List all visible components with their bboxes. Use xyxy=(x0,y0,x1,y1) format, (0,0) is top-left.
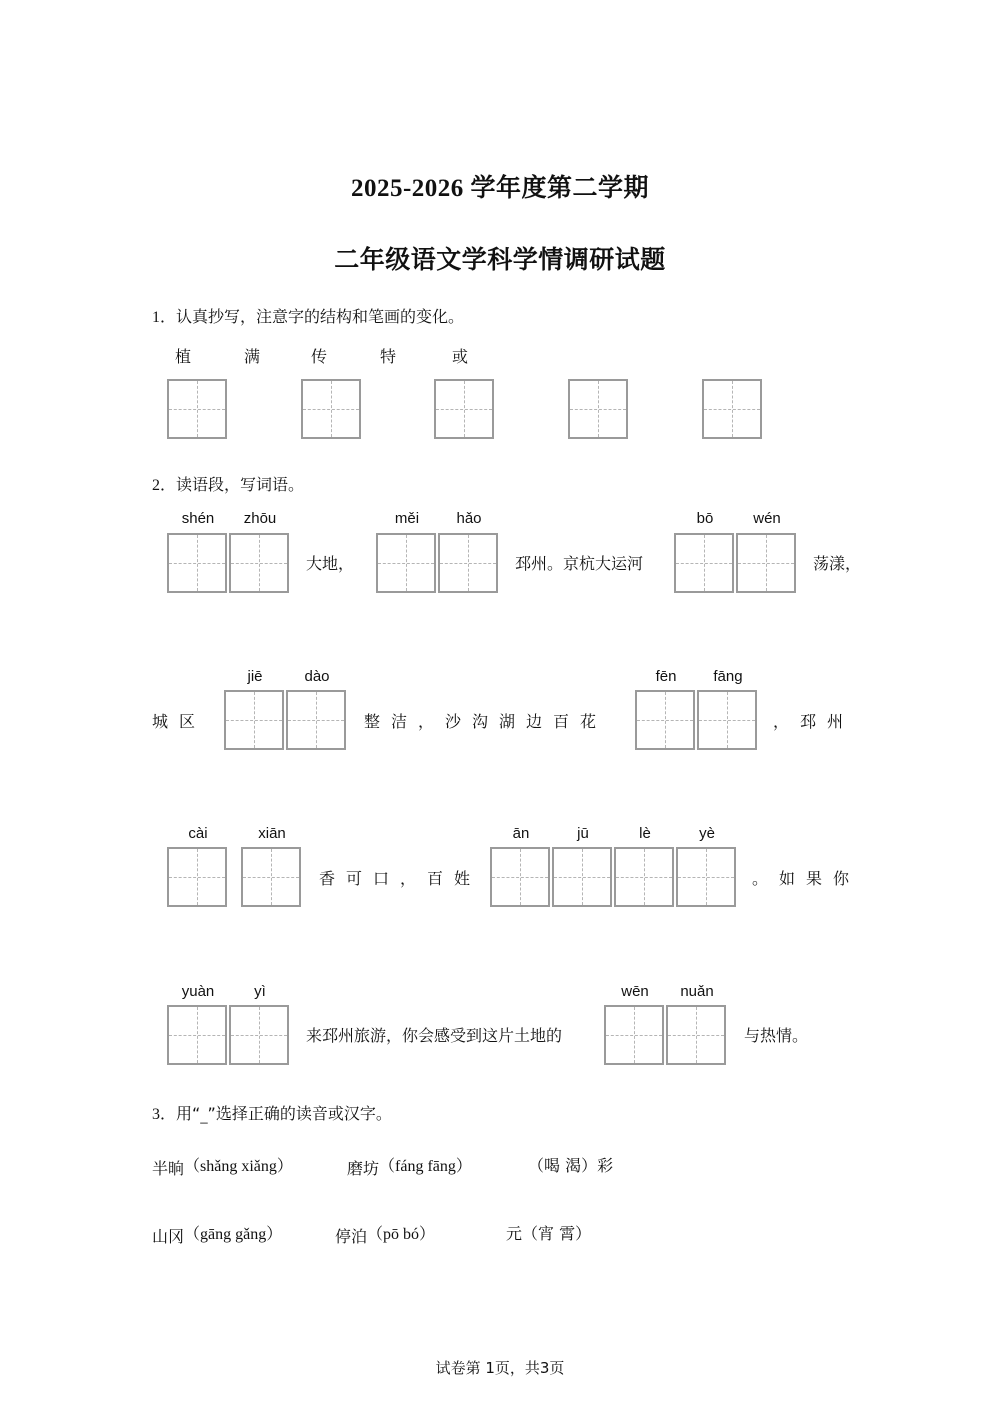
choice-item[interactable] xyxy=(506,1221,591,1244)
copy-char: 植 xyxy=(175,347,192,366)
exam-title-subject: 二年级语文学科学情调研试题 xyxy=(334,247,666,274)
writing-grid-box[interactable] xyxy=(167,379,227,439)
writing-grid-box[interactable] xyxy=(604,1005,664,1065)
pinyin-label: dào xyxy=(304,668,330,685)
writing-grid-box[interactable] xyxy=(224,690,284,750)
page-footer: 试卷第 1页，共3页 xyxy=(435,1359,565,1377)
pinyin-label: měi xyxy=(394,510,420,527)
copy-char: 满 xyxy=(244,347,261,366)
writing-grid-box[interactable] xyxy=(376,533,436,593)
pinyin-label: yè xyxy=(699,825,715,842)
exam-title-year: 2025-2026 学年度第二学期 xyxy=(350,175,650,202)
question-3-text-after: ”选择正确的读音或汉字。 xyxy=(207,1104,392,1123)
pinyin-label: yì xyxy=(254,983,266,1000)
passage-text: 来邳州旅游，你会感受到这片土地的 xyxy=(306,1026,563,1045)
writing-grid-box[interactable] xyxy=(301,379,361,439)
choice-word: 山冈 xyxy=(152,1227,185,1246)
passage-text: 大地， xyxy=(306,554,355,573)
writing-grid-box[interactable] xyxy=(286,690,346,750)
choice-options: （fáng fāng） xyxy=(379,1158,472,1175)
pinyin-label: hǎo xyxy=(456,510,482,527)
writing-grid-box[interactable] xyxy=(167,533,227,593)
writing-grid-box[interactable] xyxy=(614,847,674,907)
choice-options: （pō bó） xyxy=(367,1226,436,1243)
choice-word: 停泊 xyxy=(335,1227,368,1246)
passage-text: 邳州。京杭大运河 xyxy=(515,554,644,573)
choice-options: （喝 渴）彩 xyxy=(528,1156,614,1175)
pinyin-label: zhōu xyxy=(243,510,277,527)
writing-grid-box[interactable] xyxy=(241,847,301,907)
pinyin-label: fāng xyxy=(713,668,743,685)
writing-grid-box[interactable] xyxy=(736,533,796,593)
writing-grid-box[interactable] xyxy=(229,533,289,593)
passage-text: 香可口，百姓 xyxy=(319,869,482,888)
pinyin-label: bō xyxy=(696,510,714,527)
choice-item[interactable] xyxy=(335,1221,435,1244)
question-3-number: 3． xyxy=(152,1106,177,1123)
passage-text: 与热情。 xyxy=(744,1026,809,1045)
choice-options: （shǎng xiǎng） xyxy=(184,1158,293,1175)
pinyin-label: ān xyxy=(512,825,530,842)
passage-text: 荡漾， xyxy=(813,554,862,573)
pinyin-label: fēn xyxy=(655,668,677,685)
pinyin-label: wēn xyxy=(621,983,649,1000)
passage-text: 。如果你 xyxy=(752,869,861,888)
passage-text: ，邳州 xyxy=(773,712,855,731)
question-3-text-before: 用“ xyxy=(176,1104,201,1123)
copy-char: 传 xyxy=(311,347,328,366)
choice-item[interactable] xyxy=(528,1153,613,1176)
writing-grid-box[interactable] xyxy=(697,690,757,750)
pinyin-label: nuǎn xyxy=(680,983,714,1000)
writing-grid-box[interactable] xyxy=(434,379,494,439)
pinyin-label: yuàn xyxy=(181,983,215,1000)
writing-grid-box[interactable] xyxy=(674,533,734,593)
writing-grid-box[interactable] xyxy=(438,533,498,593)
underscore-mark: _ xyxy=(200,1109,208,1124)
copy-char: 特 xyxy=(380,347,397,366)
passage-text: 城区 xyxy=(152,712,207,731)
choice-options: （宵 霄） xyxy=(522,1224,592,1243)
choice-options: （gāng gǎng） xyxy=(184,1226,283,1243)
pinyin-label: wén xyxy=(753,510,781,527)
question-1-prompt xyxy=(152,304,464,327)
writing-grid-box[interactable] xyxy=(702,379,762,439)
writing-grid-box[interactable] xyxy=(229,1005,289,1065)
passage-text: 整洁，沙沟湖边百花 xyxy=(364,712,608,731)
writing-grid-box[interactable] xyxy=(552,847,612,907)
writing-grid-box[interactable] xyxy=(568,379,628,439)
writing-grid-box[interactable] xyxy=(167,1005,227,1065)
choice-item[interactable] xyxy=(152,1153,293,1176)
question-2-number: 2． xyxy=(152,477,177,494)
writing-grid-box[interactable] xyxy=(167,847,227,907)
writing-grid-box[interactable] xyxy=(676,847,736,907)
question-2-prompt xyxy=(152,472,304,495)
question-3-prompt xyxy=(152,1101,392,1124)
choice-item[interactable] xyxy=(152,1221,282,1244)
choice-word: 半晌 xyxy=(152,1159,185,1178)
pinyin-label: shén xyxy=(181,510,215,527)
question-2-text: 读语段，写词语。 xyxy=(176,475,305,494)
question-1-number: 1． xyxy=(152,309,177,326)
pinyin-label: lè xyxy=(639,825,651,842)
pinyin-label: jū xyxy=(577,825,589,842)
pinyin-label: jiē xyxy=(247,668,263,685)
writing-grid-box[interactable] xyxy=(666,1005,726,1065)
writing-grid-box[interactable] xyxy=(490,847,550,907)
choice-item[interactable] xyxy=(347,1153,472,1176)
choice-word: 磨坊 xyxy=(347,1159,380,1178)
pinyin-label: xiān xyxy=(258,825,286,842)
question-1-text: 认真抄写，注意字的结构和笔画的变化。 xyxy=(176,307,465,326)
choice-word: 元 xyxy=(506,1224,523,1243)
pinyin-label: cài xyxy=(188,825,208,842)
writing-grid-box[interactable] xyxy=(635,690,695,750)
copy-char: 或 xyxy=(452,347,469,366)
